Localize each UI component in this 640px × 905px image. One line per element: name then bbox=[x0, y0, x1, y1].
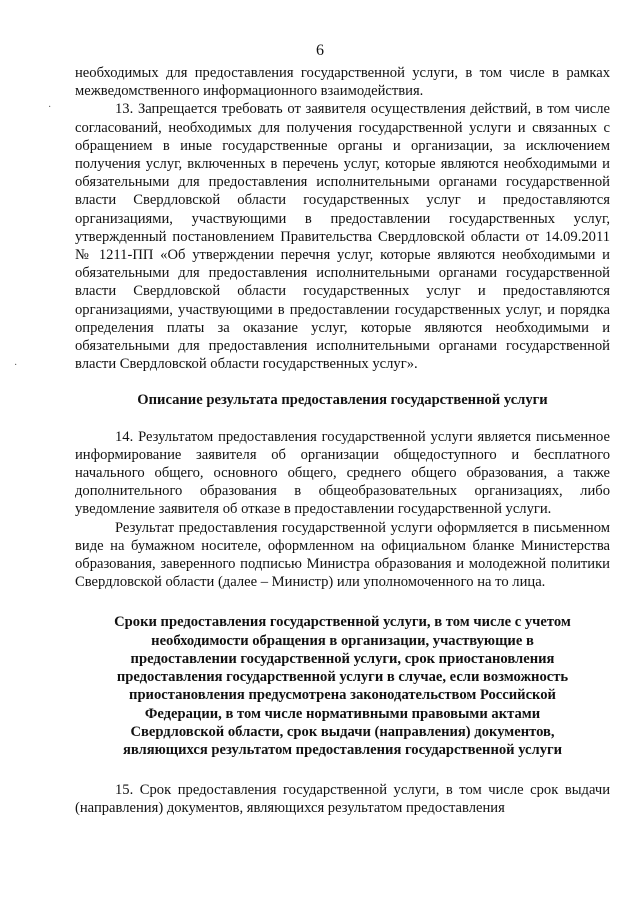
paragraph-continuation: необходимых для предоставления государственной услуги, в том числе в рамках межведомственного информационного взаимодействия. bbox=[75, 65, 610, 100]
page-number: 6 bbox=[316, 42, 324, 59]
spacer bbox=[75, 410, 610, 428]
spacer bbox=[75, 373, 610, 391]
margin-dot: · bbox=[48, 102, 52, 113]
heading-result-description: Описание результата предоставления государственной услуги bbox=[137, 392, 548, 409]
heading-service-terms: Сроки предоставления государственной услуги, в том числе с учетом необходимости обращения в организации, участвующие в предоставлении государственной услуги, срок приостановления предоставления государственной услуги в случае, если возможность приостановления предусмотрена законодательством Российской Федерации, в том числе нормативными правовыми актами Свердловской области, срок выдачи (направления) документов, являющихся результатом предоставления государственной услуги bbox=[114, 614, 571, 758]
margin-dot: · bbox=[14, 360, 18, 371]
paragraph-14-result-format: Результат предоставления государственной услуги оформляется в письменном виде на бумажном носителе, оформленном на официальном бланке Министерства образования, заверенного подписью Министра образования и молодежной политики Свердловской области (далее – Министр) или уполномоченного на то лица. bbox=[75, 519, 610, 591]
paragraph-14: 14. Результатом предоставления государственной услуги является письменное информирование заявителя об организации общедоступного и бесплатного начального общего, основного общего, среднего общего образования, а также дополнительного образования в общеобразовательных организациях, либо уведомление заявителя об отказе в предоставлении государственной услуги. bbox=[75, 428, 610, 518]
document-body bbox=[75, 64, 610, 818]
spacer bbox=[75, 591, 610, 613]
paragraph-15: 15. Срок предоставления государственной услуги, в том числе срок выдачи (направления) документов, являющихся результатом предоставления bbox=[75, 782, 610, 817]
spacer bbox=[75, 759, 610, 781]
paragraph-13: 13. Запрещается требовать от заявителя осуществления действий, в том числе согласований, необходимых для получения государственной услуги и связанных с обращением в иные государственные органы и организации, за исключением получения услуг, включенных в перечень услуг, которые являются необходимыми и обязательными для предоставления исполнительными органами государственной власти Свердловской области государственных услуг и предоставляются организациями, участвующими в предоставлении государственных услуг, утвержденный постановлением Правительства Свердловской области от 14.09.2011 № 1211-ПП «Об утверждении перечня услуг, которые являются необходимыми и обязательными для предоставления исполнительными органами государственной власти Свердловской области государственных услуг и предоставляются организациями, участвующими в предоставлении государственных услуг, и порядка определения платы за оказание услуг, которые являются необходимыми и обязательными для предоставления исполнительными органами государственной власти Свердловской области государственных услуг». bbox=[75, 101, 610, 373]
